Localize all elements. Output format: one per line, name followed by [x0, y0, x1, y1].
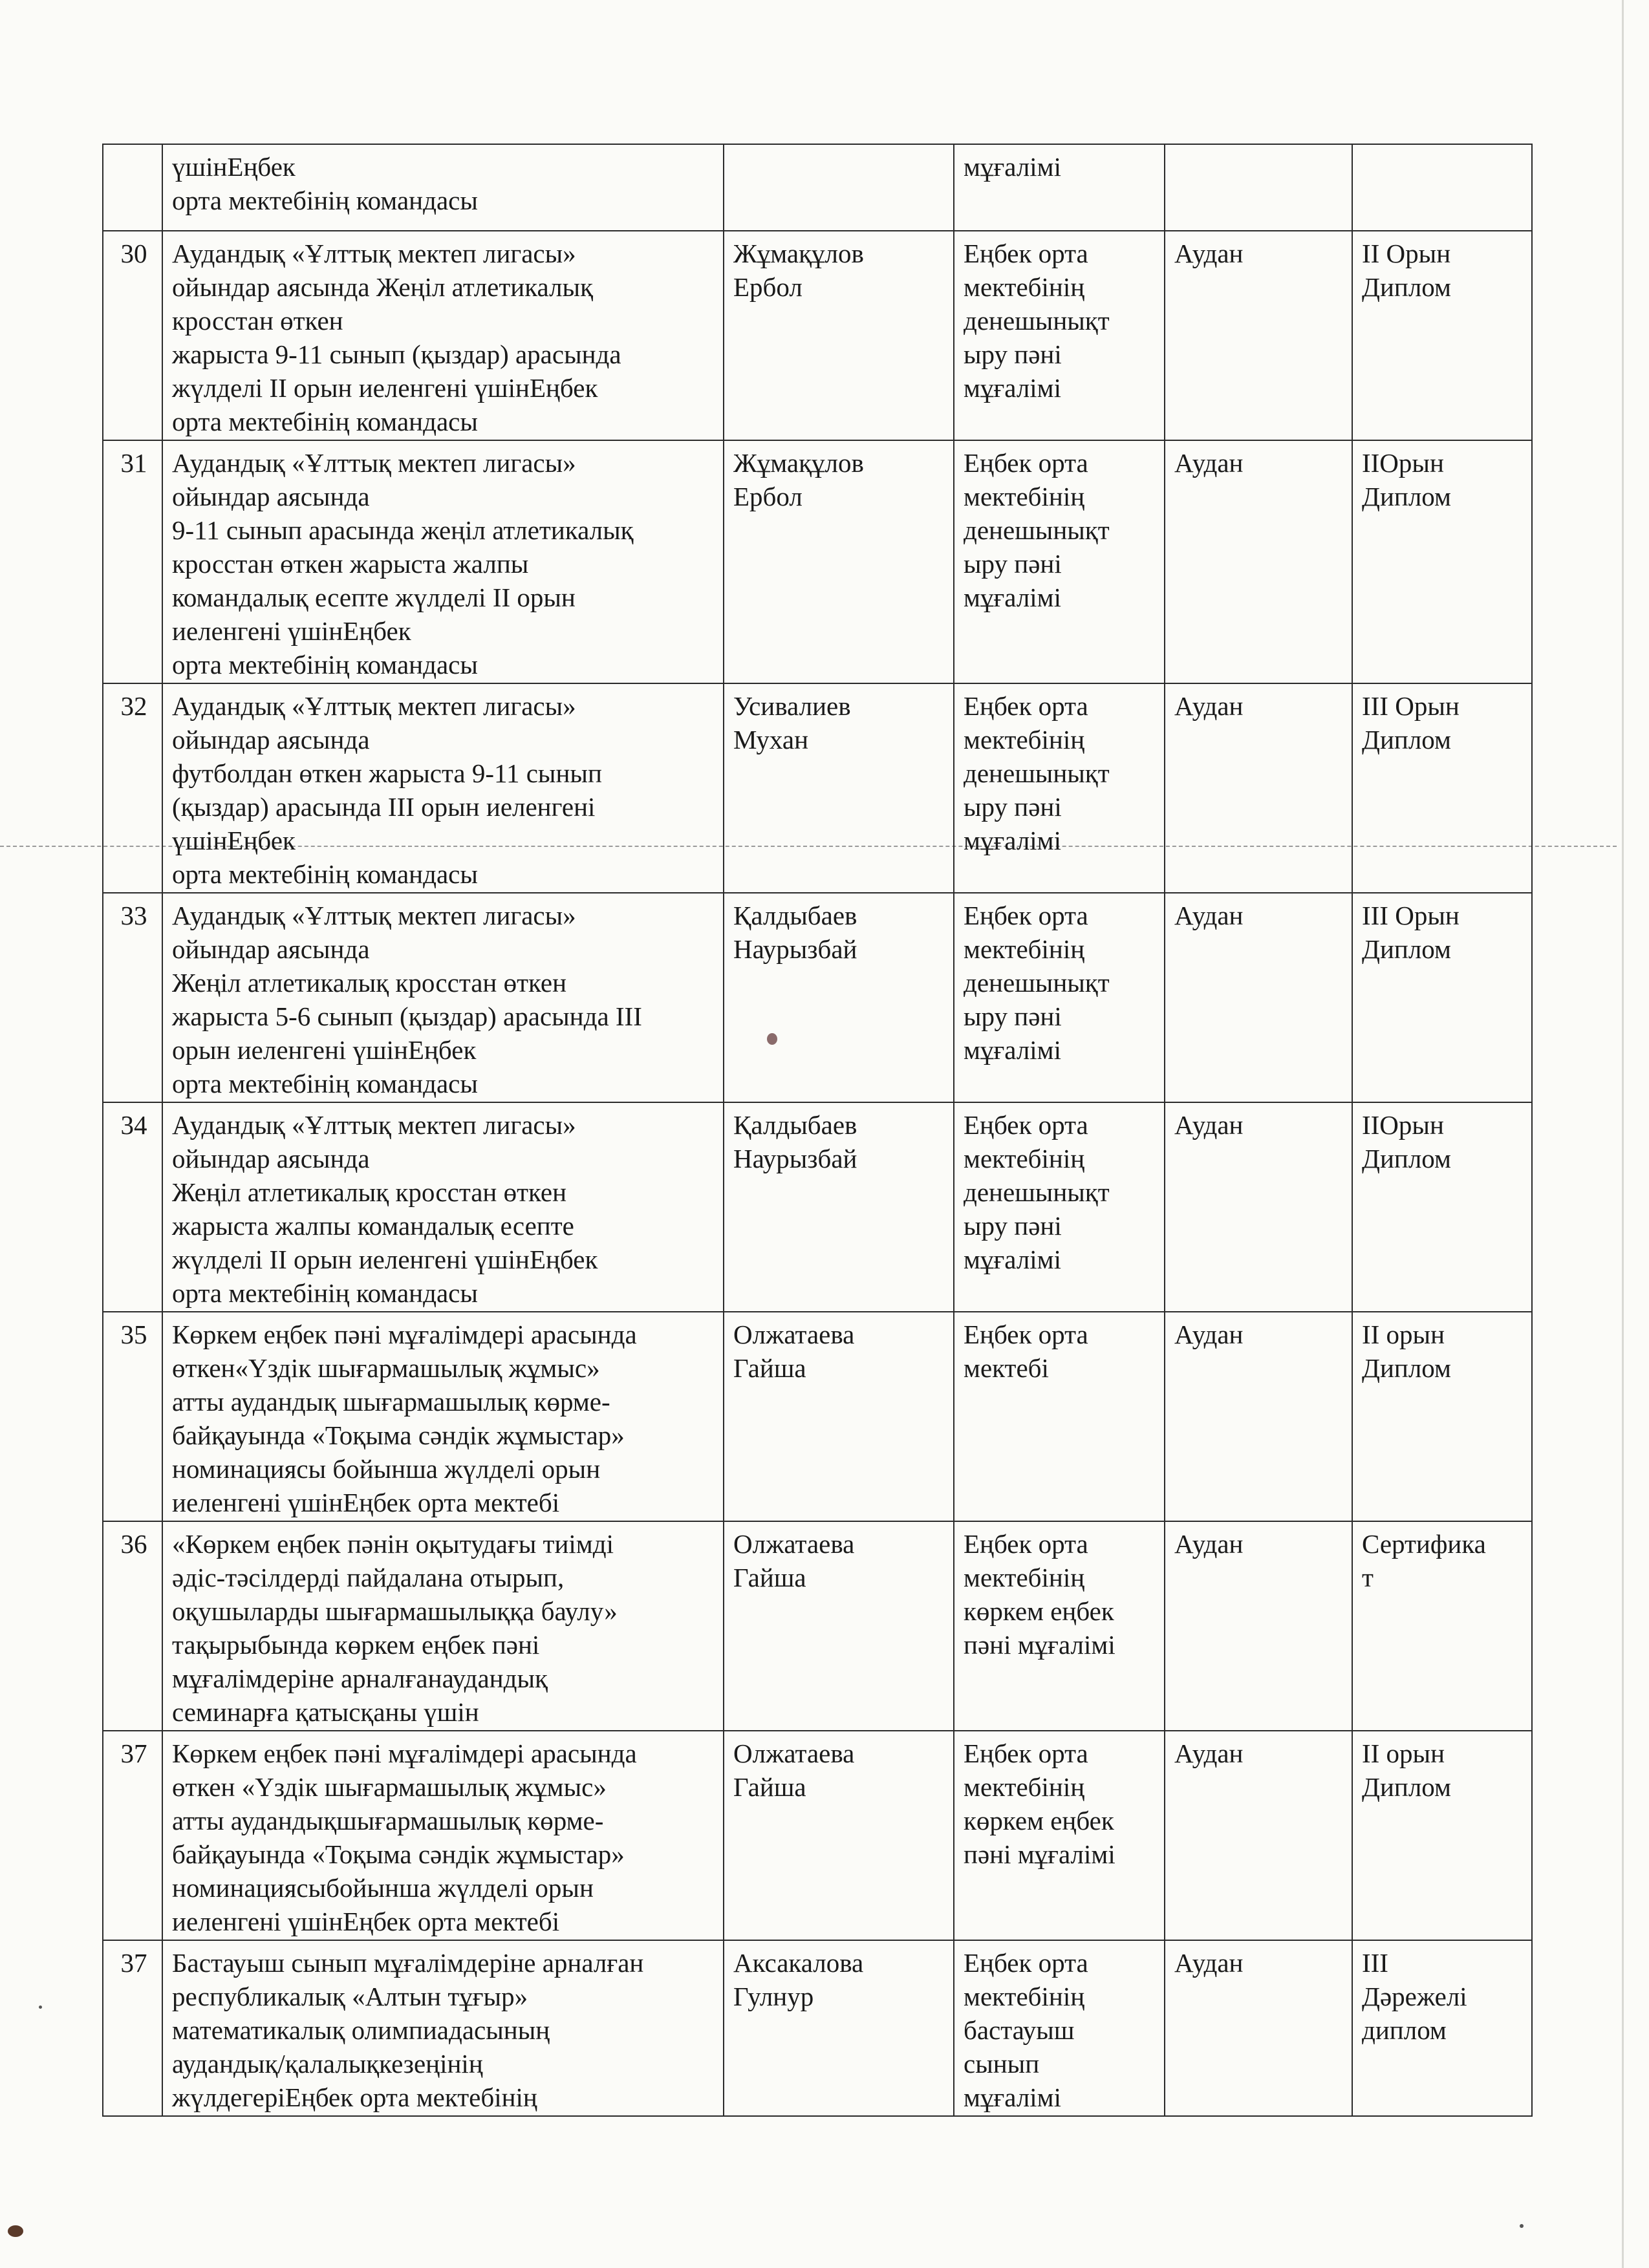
competition-level: Аудан [1165, 1940, 1352, 2116]
participant-name: Аксакалова Гулнур [724, 1940, 954, 2116]
participant-name: Усивалиев Мухан [724, 683, 954, 893]
ink-speck [1520, 2224, 1524, 2228]
award-result: Сертифика т [1352, 1521, 1532, 1731]
row-number: 36 [103, 1521, 162, 1731]
row-number: 37 [103, 1731, 162, 1940]
row-number: 34 [103, 1102, 162, 1312]
award-description: Аудандық «Ұлттық мектеп лигасы» ойындар аясында Жеңіл атлетикалық кросстан өткен жарыста 5-6 сынып (қыздар) арасында ІІІ орын иеленгені үшінЕңбек орта мектебінің командасы [162, 893, 724, 1102]
participant-name: Олжатаева Гайша [724, 1521, 954, 1731]
row-number: 37 [103, 1940, 162, 2116]
row-number: 32 [103, 683, 162, 893]
award-result: ІІОрын Диплом [1352, 1102, 1532, 1312]
participant-position: Еңбек орта мектебінің денешынықт ыру пәні мұғалімі [954, 683, 1165, 893]
table-row [103, 440, 1532, 683]
row-number [103, 144, 162, 231]
award-result: ІІІ Орын Диплом [1352, 893, 1532, 1102]
table-row [103, 1102, 1532, 1312]
participant-position: Еңбек орта мектебінің денешынықт ыру пәні мұғалімі [954, 893, 1165, 1102]
award-result: ІІІ Орын Диплом [1352, 683, 1532, 893]
row-number: 30 [103, 231, 162, 440]
table-row [103, 1940, 1532, 2116]
competition-level: Аудан [1165, 683, 1352, 893]
row-number: 35 [103, 1312, 162, 1521]
ink-speck [8, 2225, 23, 2237]
competition-level [1165, 144, 1352, 231]
competition-level: Аудан [1165, 1521, 1352, 1731]
participant-position: Еңбек орта мектебінің денешынықт ыру пәні мұғалімі [954, 440, 1165, 683]
award-description: Көркем еңбек пәні мұғалімдері арасында өткен«Үздік шығармашылық жұмыс» атты аудандық шығармашылық көрме- байқауында «Тоқыма сәндік жұмыстар» номинациясы бойынша жүлделі орын иеленгені үшінЕңбек орта мектебі [162, 1312, 724, 1521]
scan-edge [1622, 0, 1624, 2268]
participant-name [724, 144, 954, 231]
award-description: Аудандық «Ұлттық мектеп лигасы» ойындар аясында футболдан өткен жарыста 9-11 сынып (қыздар) арасында ІІІ орын иеленгені үшінЕңбек орта мектебінің командасы [162, 683, 724, 893]
participant-position: Еңбек орта мектебінің денешынықт ыру пәні мұғалімі [954, 1102, 1165, 1312]
award-description: Аудандық «Ұлттық мектеп лигасы» ойындар аясында 9-11 сынып арасында жеңіл атлетикалық кросстан өткен жарыста жалпы командалық есепте жүлделі ІІ орын иеленгені үшінЕңбек орта мектебінің командасы [162, 440, 724, 683]
award-result: ІІІ Дәрежелі диплом [1352, 1940, 1532, 2116]
table-row [103, 231, 1532, 440]
participant-name: Олжатаева Гайша [724, 1312, 954, 1521]
award-description: «Көркем еңбек пәнін оқытудағы тиімді әдіс-тәсілдерді пайдалана отырып, оқушыларды шығармашылыққа баулу» тақырыбында көркем еңбек пәні мұғалімдеріне арналғанаудандық семинарға қатысқаны үшін [162, 1521, 724, 1731]
participant-position: Еңбек орта мектебінің бастауыш сынып мұғалімі [954, 1940, 1165, 2116]
table-row [103, 893, 1532, 1102]
award-description: Бастауыш сынып мұғалімдеріне арналған республикалық «Алтын тұғыр» математикалық олимпиадасының аудандық/қалалықкезеңінің жүлдегеріЕңбек орта мектебінің [162, 1940, 724, 2116]
competition-level: Аудан [1165, 1102, 1352, 1312]
award-result: ІІ Орын Диплом [1352, 231, 1532, 440]
participant-position: Еңбек орта мектебі [954, 1312, 1165, 1521]
row-number: 31 [103, 440, 162, 683]
participant-position: Еңбек орта мектебінің денешынықт ыру пәні мұғалімі [954, 231, 1165, 440]
awards-table [102, 144, 1533, 2117]
ink-speck [39, 2006, 42, 2009]
table-row [103, 683, 1532, 893]
award-result: ІІ орын Диплом [1352, 1731, 1532, 1940]
competition-level: Аудан [1165, 1731, 1352, 1940]
participant-name: Қалдыбаев Наурызбай [724, 893, 954, 1102]
table-row [103, 1521, 1532, 1731]
competition-level: Аудан [1165, 1312, 1352, 1521]
participant-name: Олжатаева Гайша [724, 1731, 954, 1940]
competition-level: Аудан [1165, 893, 1352, 1102]
participant-position: мұғалімі [954, 144, 1165, 231]
competition-level: Аудан [1165, 440, 1352, 683]
table-row [103, 144, 1532, 231]
award-result [1352, 144, 1532, 231]
participant-name: Жұмақұлов Ербол [724, 440, 954, 683]
table-row [103, 1312, 1532, 1521]
row-number: 33 [103, 893, 162, 1102]
participant-name: Жұмақұлов Ербол [724, 231, 954, 440]
award-description: үшінЕңбек орта мектебінің командасы [162, 144, 724, 231]
ink-speck [767, 1033, 777, 1045]
award-description: Аудандық «Ұлттық мектеп лигасы» ойындар аясында Жеңіл атлетикалық кросстан өткен жарыста 9-11 сынып (қыздар) арасында жүлделі ІІ орын иеленгені үшінЕңбек орта мектебінің командасы [162, 231, 724, 440]
participant-name: Қалдыбаев Наурызбай [724, 1102, 954, 1312]
award-description: Көркем еңбек пәні мұғалімдері арасында өткен «Үздік шығармашылық жұмыс» атты аудандықшығармашылық көрме- байқауында «Тоқыма сәндік жұмыстар» номинациясыбойынша жүлделі орын иеленгені үшінЕңбек орта мектебі [162, 1731, 724, 1940]
competition-level: Аудан [1165, 231, 1352, 440]
award-result: ІІОрын Диплом [1352, 440, 1532, 683]
participant-position: Еңбек орта мектебінің көркем еңбек пәні мұғалімі [954, 1521, 1165, 1731]
awards-table-body [103, 144, 1532, 2116]
award-description: Аудандық «Ұлттық мектеп лигасы» ойындар аясында Жеңіл атлетикалық кросстан өткен жарыста жалпы командалық есепте жүлделі ІІ орын иеленгені үшінЕңбек орта мектебінің командасы [162, 1102, 724, 1312]
award-result: ІІ орын Диплом [1352, 1312, 1532, 1521]
table-row [103, 1731, 1532, 1940]
participant-position: Еңбек орта мектебінің көркем еңбек пәні мұғалімі [954, 1731, 1165, 1940]
